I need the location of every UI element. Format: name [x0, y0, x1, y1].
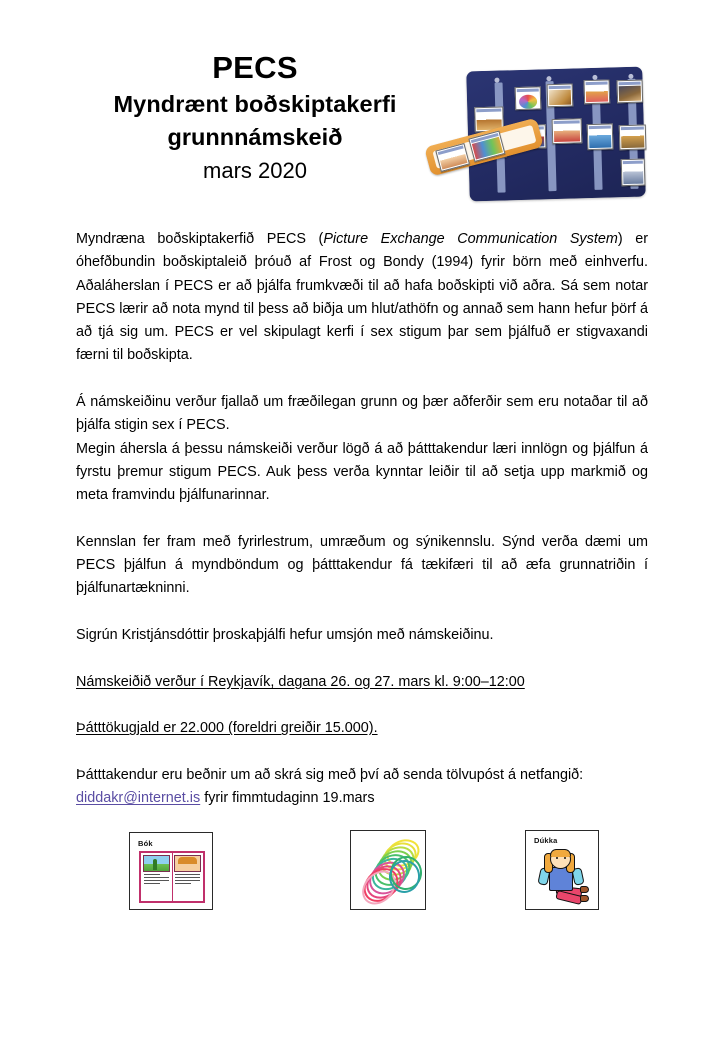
course-fee-text: Þátttökugjald er 22.000 (foreldri greiðir 15.000). [76, 720, 378, 737]
p1-text-before-italic: Myndræna boðskiptakerfið PECS ( [76, 231, 324, 247]
book-text-rule [144, 874, 160, 875]
strip-picture-card [435, 143, 470, 172]
paragraph-instructor: Sigrún Kristjánsdóttir þroskaþjálfi hefur umsjón með námskeiðinu. [76, 627, 494, 644]
paragraph-teaching-method: Kennslan fer fram með fyrirlestrum, umræðum og sýnikennslu. Sýnd verða dæmi um PECS þjálfun á myndböndum og þátttakendur fá tækifæri til að æfa grunnatriðin í þjálfunartækninni. [76, 533, 648, 597]
board-picture-card [547, 84, 574, 108]
paragraph-spacer [76, 601, 648, 624]
card-art [589, 129, 611, 148]
page-date: mars 2020 [203, 158, 307, 183]
card-caption-bar [517, 88, 539, 92]
board-picture-card [584, 79, 611, 104]
p1-text-after-italic: ) er óhefðbundin boðskiptaleið þróuð af Frost og Bondy (1994) fyrir börn með einhverfu. Aðaláherslan í PECS er að þjálfa frumkvæði til að hafa boðskipti við aðra. Sá sem notar PECS lærir að nota mynd til þess að biðja um hlut/athöfn og annað sem hann hefur þörf á að tjá sig um. PECS er vel skipulagt kerfi í sex stigum þar sem þjálfuð er stigvaxandi færni til boðskipta. [76, 231, 648, 364]
card-art [519, 95, 537, 109]
paragraph-spacer [76, 368, 648, 391]
picture-card-dukka [525, 830, 599, 910]
doll-shoe [580, 886, 589, 893]
course-location-date-text: Námskeiðið verður í Reykjavík, dagana 26. og 27. mars kl. 9:00–12:00 [76, 673, 525, 690]
picture-card-bok [129, 832, 213, 910]
book-text-rule [144, 877, 169, 878]
doll-icon [532, 847, 594, 905]
book-portrait-thumbnail [174, 855, 201, 872]
title-block [75, 48, 435, 188]
registration-text: Þátttakendur eru beðnir um að skrá sig með því að senda tölvupóst á netfangið: [76, 766, 584, 783]
book-text-rule [144, 880, 169, 881]
doll-eye [556, 857, 558, 859]
registration-email-link[interactable]: diddakr@internet.is [76, 790, 201, 807]
slinky-toy-icon [356, 838, 422, 902]
board-picture-card [515, 86, 542, 110]
book-text-rule [175, 880, 200, 881]
card-caption-bar [549, 86, 571, 90]
course-fee [76, 717, 648, 740]
book-text-rule [175, 877, 200, 878]
pecs-board-image [424, 40, 648, 222]
picture-card-label: Dúkka [534, 836, 558, 845]
board-picture-card [617, 80, 644, 104]
page-subtitle-2: grunnnámskeið [167, 124, 343, 150]
card-caption-bar [623, 161, 643, 165]
book-right-page [172, 853, 203, 901]
picture-card-label: Bók [138, 839, 153, 848]
registration-deadline-text: fyrir fimmtudaginn 19.mars [200, 790, 375, 807]
document-header [0, 0, 720, 222]
paragraph-intro [76, 228, 648, 368]
picture-card-row [0, 828, 720, 928]
board-picture-card [619, 124, 647, 150]
book-text-rule [144, 883, 160, 884]
paragraph-spacer [76, 508, 648, 531]
book-scene-thumbnail [143, 855, 170, 872]
card-art [549, 90, 571, 106]
open-book-icon [139, 851, 205, 903]
card-art [621, 131, 644, 149]
document-body [76, 228, 648, 810]
card-art [619, 86, 641, 102]
card-caption-bar [586, 82, 608, 86]
book-text-rule [175, 874, 200, 875]
picture-card-slinky [350, 830, 426, 910]
page-title: PECS [212, 50, 298, 85]
doll-shoe [580, 895, 589, 902]
paragraph-spacer [76, 647, 648, 670]
paragraph-spacer [76, 741, 648, 764]
strip-picture-card [468, 130, 505, 161]
book-left-page [141, 853, 172, 901]
page-subtitle-1: Myndrænt boðskiptakerfi [113, 91, 397, 117]
board-picture-card [621, 159, 646, 187]
doll-hair [550, 849, 571, 857]
book-spine [172, 853, 173, 901]
card-art [586, 86, 608, 103]
card-caption-bar [619, 82, 641, 86]
paragraph-spacer [76, 694, 648, 717]
card-caption-bar [621, 127, 644, 131]
board-picture-card [587, 123, 614, 150]
course-location-date [76, 671, 648, 694]
pecs-full-name-italic: Picture Exchange Communication System [323, 231, 618, 247]
paragraph-course-content: Á námskeiðinu verður fjallað um fræðilegan grunn og þær aðferðir sem eru notaðar til að þjálfa stigin sex í PECS. [76, 394, 648, 434]
paragraph-registration [76, 764, 648, 811]
book-text-rule [175, 883, 191, 884]
paragraph-course-focus: Megin áhersla á þessu námskeiði verður lögð á að þátttakendur læri innlögn og þjálfun á fyrstu þremur stigum PECS. Auk þess verða kynntar leiðir til að setja upp markmið og meta framvindu þjálfunarinnar. [76, 440, 648, 504]
card-caption-bar [589, 125, 611, 129]
card-art [554, 124, 580, 142]
doll-eye [564, 857, 566, 859]
board-picture-card [552, 118, 583, 144]
card-art [623, 165, 644, 185]
